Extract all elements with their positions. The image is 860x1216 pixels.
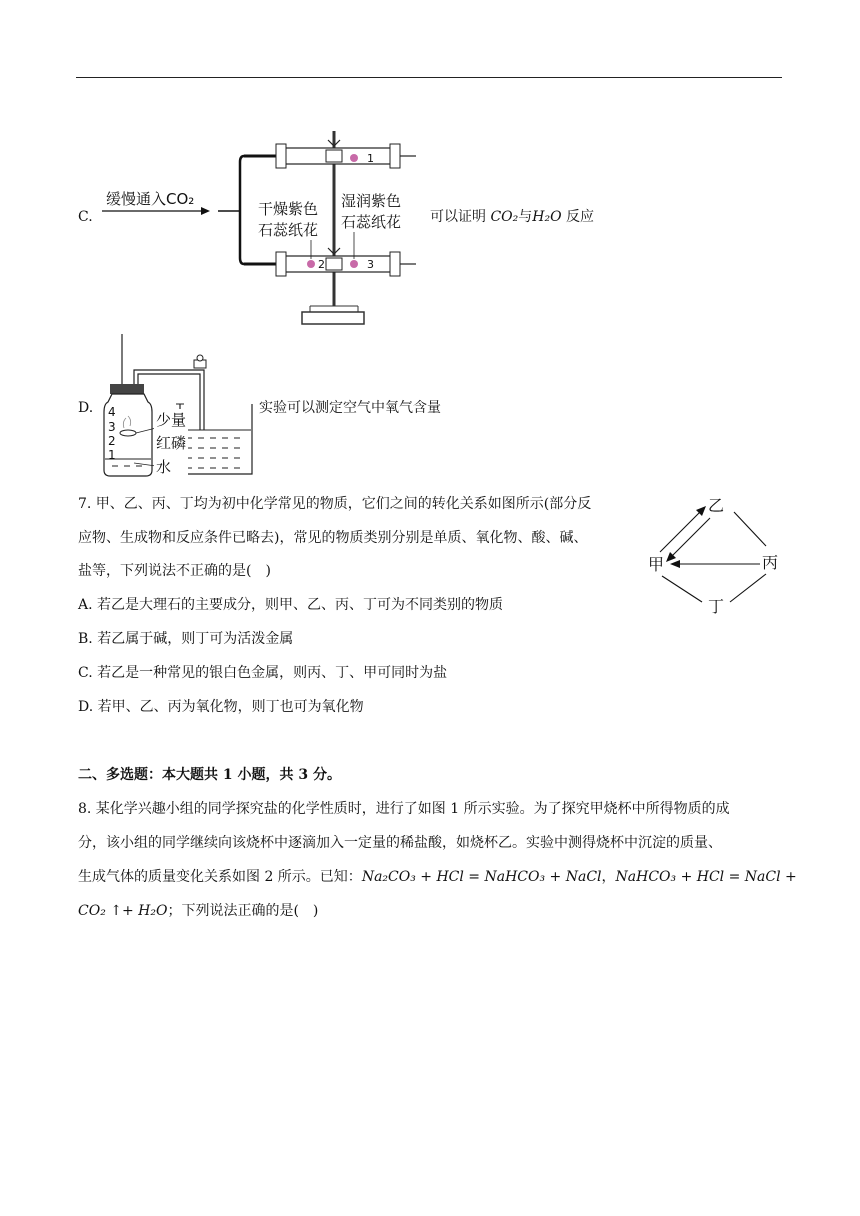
label-water: 水 — [156, 458, 172, 476]
red-phosphorus-apparatus-diagram — [94, 332, 260, 482]
co2-flower-apparatus-diagram — [98, 126, 428, 328]
q7-option-d: D. 若甲、乙、丙为氧化物，则丁也可为氧化物 — [78, 699, 364, 715]
q7-option-c: C. 若乙是一种常见的银白色金属，则丙、丁、甲可同时为盐 — [78, 665, 448, 681]
q8-line3-pre: 生成气体的质量变化关系如图 2 所示。已知： — [78, 869, 362, 885]
option-c-text-mid: 与 — [518, 209, 533, 225]
conversion-relationship-diagram — [640, 490, 790, 618]
q8-stem-line2: 分，该小组的同学继续向该烧杯中逐滴加入一定量的稀盐酸，如烧杯乙。实验中测得烧杯中沉淀的质量、 — [78, 835, 722, 851]
q7-stem-line2: 应物、生成物和反应条件已略去)，常见的物质类别分别是单质、氧化物、酸、碱、 — [78, 530, 588, 546]
tube-number-3: 3 — [367, 258, 374, 271]
option-d-letter: D. — [78, 400, 94, 416]
formula-co2: CO₂ — [490, 209, 519, 225]
label-dry-line1: 干燥紫色 — [258, 200, 319, 218]
co2-arrow-label: 缓慢通入CO₂ — [106, 190, 195, 208]
q8-stem-line3 — [78, 867, 797, 887]
label-small-amount: 少量 — [156, 411, 187, 429]
node-bing: 丙 — [762, 553, 779, 572]
node-ding: 丁 — [708, 597, 725, 616]
q8-line4-post: ；下列说法正确的是( ) — [167, 903, 319, 919]
q8-equation-2a: NaHCO₃ + HCl = NaCl + — [615, 869, 797, 885]
node-jia: 甲 — [648, 555, 665, 574]
label-red-phosphorus: 红磷 — [156, 434, 187, 452]
node-yi: 乙 — [708, 496, 725, 515]
label-dry-line2: 石蕊纸花 — [258, 221, 319, 239]
q7-stem-line1: 7. 甲、乙、丙、丁均为初中化学常见的物质，它们之间的转化关系如图所示(部分反 — [78, 496, 592, 512]
q8-equation-1: Na₂CO₃ + HCl = NaHCO₃ + NaCl — [361, 869, 602, 885]
section-2-heading: 二、多选题：本大题共 1 小题，共 3 分。 — [78, 767, 341, 783]
q8-stem-line1: 8. 某化学兴趣小组的同学探究盐的化学性质时，进行了如图 1 所示实验。为了探究甲烧杯中所得物质的成 — [78, 801, 730, 817]
formula-h2o: H₂O — [532, 209, 562, 225]
q7-option-b: B. 若乙属于碱，则丁可为活泼金属 — [78, 631, 294, 647]
scale-mark-1: 1 — [108, 448, 116, 462]
option-c-text — [430, 207, 594, 227]
option-c-text-pre: 可以证明 — [430, 209, 486, 225]
q8-separator: ， — [601, 869, 616, 885]
q8-stem-line4 — [78, 901, 318, 921]
q7-stem-line3: 盐等，下列说法不正确的是( ) — [78, 563, 271, 579]
option-d-text: 实验可以测定空气中氧气含量 — [259, 400, 441, 416]
label-wet-line1: 湿润紫色 — [341, 192, 402, 210]
scale-mark-2: 2 — [108, 434, 116, 448]
q8-equation-2b: CO₂ ↑+ H₂O — [78, 903, 168, 919]
option-c-text-post: 反应 — [566, 209, 595, 225]
tube-number-1: 1 — [367, 152, 374, 165]
option-c-letter: C. — [78, 209, 93, 225]
label-wet-line2: 石蕊纸花 — [341, 213, 402, 231]
header-rule — [76, 77, 782, 78]
scale-mark-4: 4 — [108, 405, 116, 419]
scale-mark-3: 3 — [108, 420, 116, 434]
tube-number-2: 2 — [318, 258, 325, 271]
q7-option-a: A. 若乙是大理石的主要成分，则甲、乙、丙、丁可为不同类别的物质 — [78, 597, 504, 613]
